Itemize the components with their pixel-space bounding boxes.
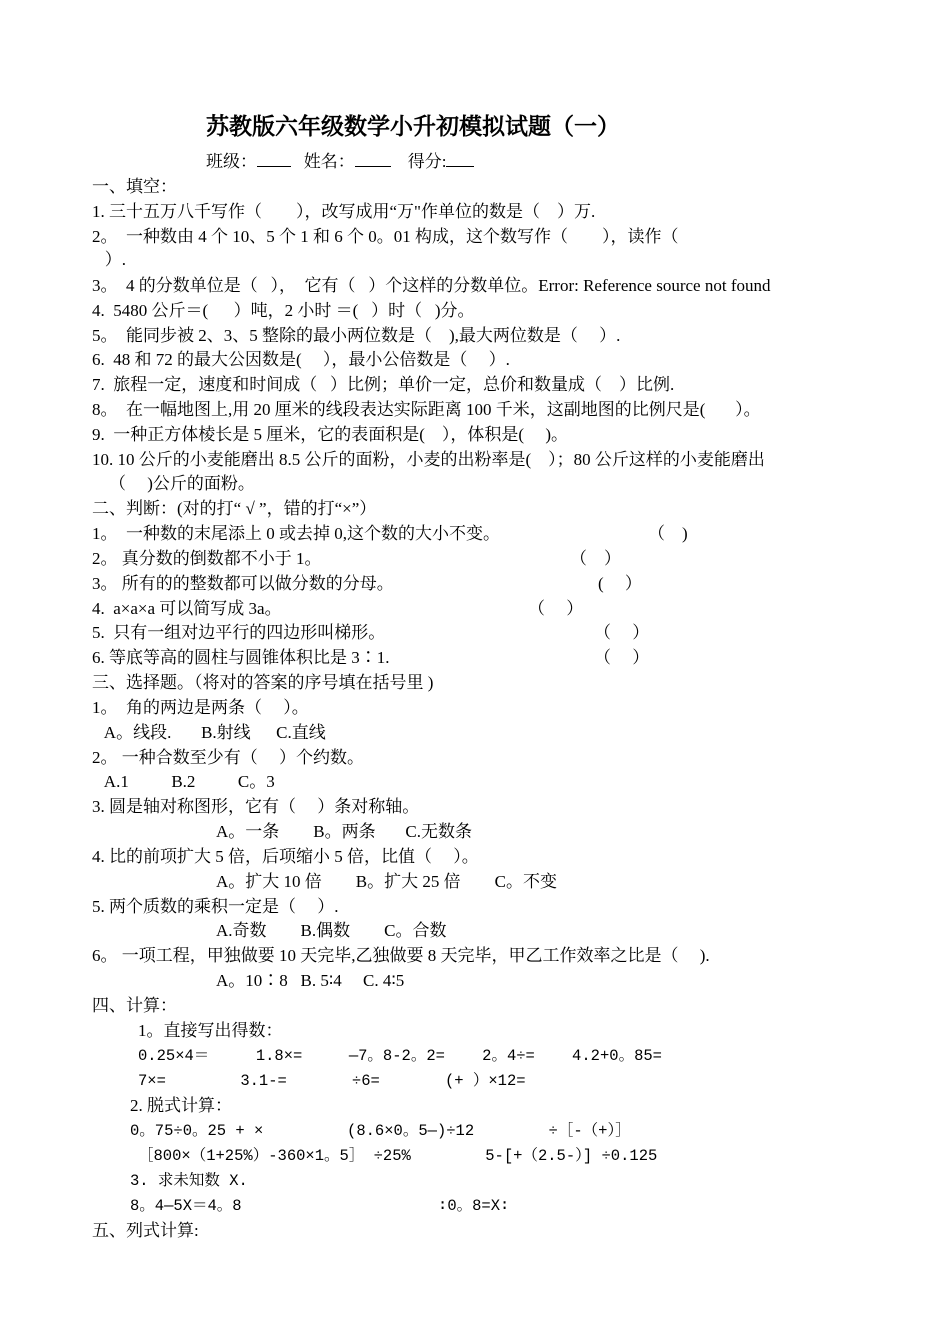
question-text: 5. 只有一组对边平行的四边形叫梯形。 (92, 623, 386, 642)
answer-paren[interactable]: （ ） (594, 623, 650, 642)
calc-row: 7×= 3.1-= ÷6= (+ ）×12= (138, 1072, 526, 1090)
student-info-row (206, 151, 474, 173)
question-text: 6。 一项工程，甲独做要 10 天完毕,乙独做要 8 天完毕，甲乙工作效率之比是（ ). (92, 946, 710, 965)
question-text: 7. 旅程一定，速度和时间成（ ）比例；单价一定，总价和数量成（ ）比例. (92, 375, 675, 394)
section-heading: 一、填空： (92, 177, 177, 196)
name-blank[interactable] (355, 152, 391, 167)
question-text: 5。 能同步被 2、3、5 整除的最小两位数是（ ),最大两位数是（ ）. (92, 326, 621, 345)
question-text: ）. (92, 250, 126, 269)
question-text: 4. 比的前项扩大 5 倍，后项缩小 5 倍，比值（ ）。 (92, 847, 479, 866)
question-text: 2。 真分数的倒数都不小于 1。 (92, 549, 322, 568)
class-blank[interactable] (257, 152, 291, 167)
question-text: 1。 角的两边是两条（ ）。 (92, 698, 309, 717)
question-text: 1。 一种数的末尾添上 0 或去掉 0,这个数的大小不变。 (92, 524, 500, 543)
calc-row: 0。75÷0。25 + × (8.6×0。5—)÷12 ÷［-（+）］ (130, 1122, 631, 1140)
question-text: 1. 三十五万八千写作（ ），改写成用“万"作单位的数是（ ）万. (92, 202, 596, 221)
question-text: 4. 5480 公斤＝( ）吨，2 小时 ＝( ）时（ )分。 (92, 301, 475, 320)
question-text: 3. 圆是轴对称图形，它有（ ）条对称轴。 (92, 797, 420, 816)
section-heading: 四、计算： (92, 996, 177, 1015)
answer-paren[interactable]: （ ) (648, 524, 688, 543)
class-label: 班级： (206, 152, 257, 171)
question-text: （ )公斤的面粉。 (92, 474, 255, 493)
question-text: 2。 一种数由 4 个 10、5 个 1 和 6 个 0。01 构成，这个数写作（ ），读作（ (92, 227, 679, 246)
sub-heading: 1。直接写出得数： (138, 1021, 283, 1040)
score-label: 得分: (407, 152, 447, 171)
exam-title: 苏教版六年级数学小升初模拟试题（一） (206, 114, 620, 139)
answer-paren[interactable]: （ ） (594, 648, 650, 667)
question-text: 4. a×a×a 可以简写成 3a。 (92, 599, 282, 618)
name-label: 姓名： (303, 152, 355, 171)
options-text: A。扩大 10 倍 B。扩大 25 倍 C。不变 (216, 872, 557, 891)
question-text: 3。 4 的分数单位是（ ）， 它有（ ）个这样的分数单位。Error: Reference source not found (92, 276, 771, 295)
question-text: 9. 一种正方体棱长是 5 厘米，它的表面积是( ），体积是( )。 (92, 425, 568, 444)
score-blank[interactable] (446, 152, 474, 167)
calc-row: ［800×（1+25%）-360×1。5］ ÷25% 5-[+（2.5-）] ÷0.125 (138, 1147, 658, 1165)
question-text: 6. 48 和 72 的最大公因数是( ），最小公倍数是（ ）. (92, 350, 510, 369)
options-text: A。一条 B。两条 C.无数条 (216, 822, 472, 841)
question-text: 8。 在一幅地图上,用 20 厘米的线段表达实际距离 100 千米，这副地图的比例尺是( ）。 (92, 400, 761, 419)
question-text: 5. 两个质数的乘积一定是（ ）. (92, 897, 339, 916)
options-text: A.1 B.2 C。3 (92, 772, 275, 791)
section-heading: 五、列式计算: (92, 1221, 199, 1240)
sub-heading: 2. 脱式计算： (130, 1096, 232, 1115)
equation: ∶0。8=X∶ (438, 1197, 510, 1215)
answer-paren[interactable]: （ ） (570, 549, 621, 568)
question-text: 3。 所有的的整数都可以做分数的分母。 (92, 574, 394, 593)
options-text: A。线段. B.射线 C.直线 (92, 723, 326, 742)
sub-heading: 3. 求未知数 X. (130, 1172, 248, 1190)
answer-paren[interactable]: （ ） (528, 599, 584, 618)
section-heading: 三、选择题。（将对的答案的序号填在括号里 ) (92, 673, 434, 692)
options-text: A。10∶8 B. 5∶4 C. 4∶5 (216, 971, 405, 990)
question-text: 2。 一种合数至少有（ ）个约数。 (92, 748, 364, 767)
calc-row: 0.25×4＝ 1.8×= —7。8-2。2= 2。4÷= 4.2+0。85= (138, 1047, 662, 1065)
answer-paren[interactable]: ( ） (598, 574, 642, 593)
options-text: A.奇数 B.偶数 C。合数 (216, 921, 447, 940)
question-text: 6. 等底等高的圆柱与圆锥体积比是 3∶1. (92, 648, 390, 667)
question-text: 10. 10 公斤的小麦能磨出 8.5 公斤的面粉，小麦的出粉率是( ）；80 公斤这样的小麦能磨出 (92, 450, 765, 469)
section-heading: 二、判断：(对的打“ √ ”，错的打“×”） (92, 499, 377, 518)
equation: 8。4—5X＝4。8 (130, 1197, 242, 1215)
